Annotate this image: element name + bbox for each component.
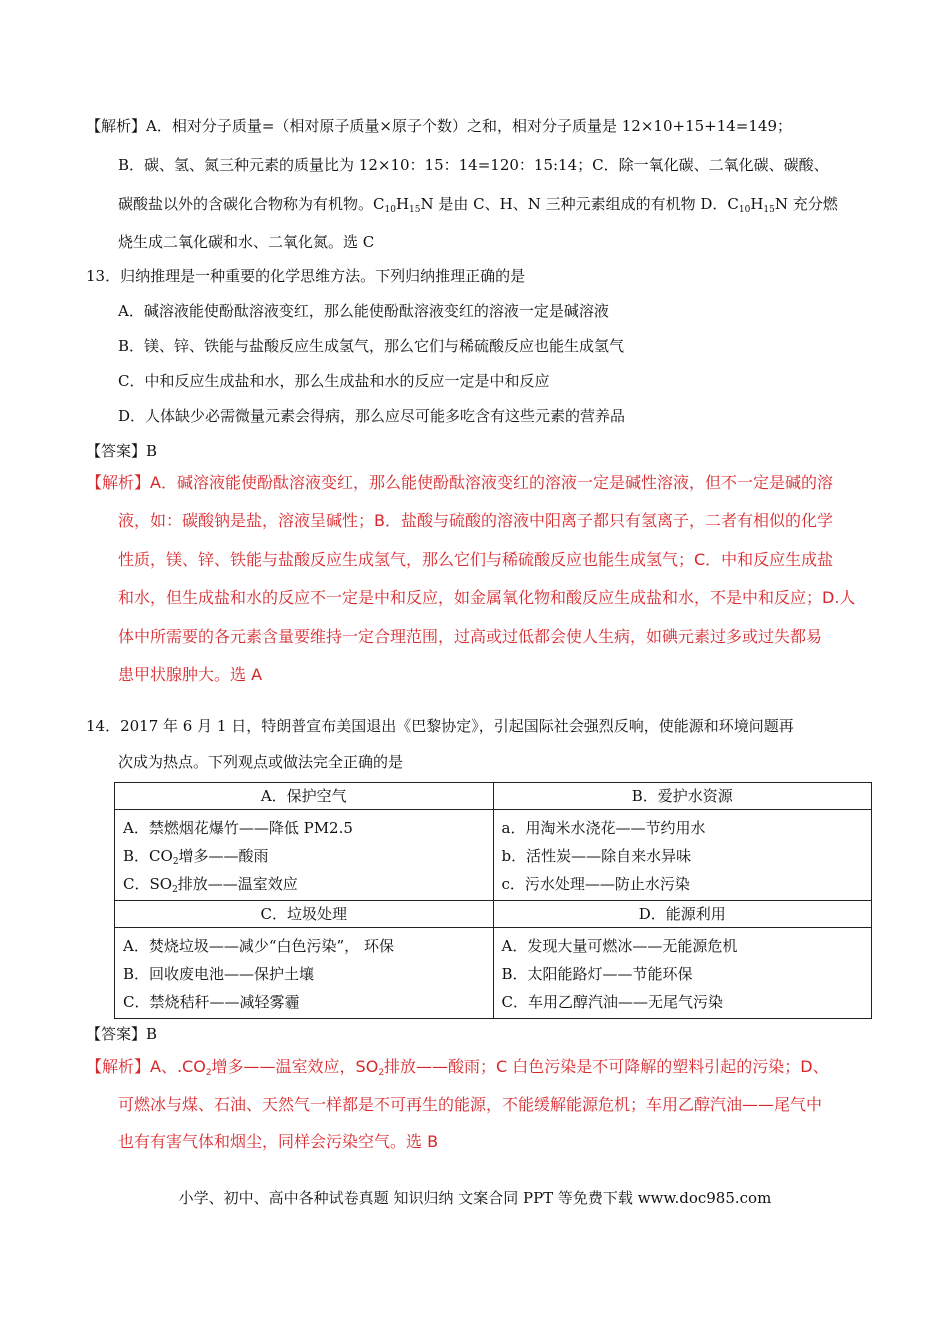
q13-answer: 【答案】B (86, 442, 158, 460)
q12-analysis-line-2: B．碳、氢、氮三种元素的质量比为 12×10：15：14=120：15:14；C．除一氧化碳、二氧化碳、碳酸、 (118, 156, 829, 174)
q13-option-d: D．人体缺少必需微量元素会得病，那么应尽可能多吃含有这些元素的营养品 (118, 407, 626, 425)
q13-explanation-line-3: 性质，镁、锌、铁能与盐酸反应生成氢气，那么它们与稀硫酸反应也能生成氢气；C．中和反应生成盐 (118, 550, 834, 569)
table-head-c: C．垃圾处理 (115, 901, 494, 928)
q13-option-b: B．镁、锌、铁能与盐酸反应生成氢气，那么它们与稀硫酸反应也能生成氢气 (118, 337, 625, 355)
q13-explanation-line-6: 患甲状腺肿大。选 A (118, 665, 263, 684)
table-cell-b: a．用淘米水浇花——节约用水 b．活性炭——除自来水异味 c．污水处理——防止水污染 (493, 810, 872, 901)
table-cell-c: A．焚烧垃圾——减少“白色污染”， 环保 B．回收废电池——保护土壤 C．禁烧秸秆——减轻雾霾 (115, 928, 494, 1019)
q14-explanation-line-2: 可燃冰与煤、石油、天然气一样都是不可再生的能源，不能缓解能源危机；车用乙醇汽油——尾气中 (118, 1095, 823, 1114)
q13-explanation-line-1: 【解析】A．碱溶液能使酚酞溶液变红，那么能使酚酞溶液变红的溶液一定是碱性溶液，但不一定是碱的溶 (86, 473, 833, 492)
q13-option-c: C．中和反应生成盐和水，那么生成盐和水的反应一定是中和反应 (118, 372, 550, 390)
table-head-a: A．保护空气 (115, 783, 494, 810)
page-footer: 小学、初中、高中各种试卷真题 知识归纳 文案合同 PPT 等免费下载 www.doc985.com (178, 1189, 772, 1207)
q14-answer: 【答案】B (86, 1025, 158, 1043)
q12-analysis-line-3: 碳酸盐以外的含碳化合物称为有机物。$C_{10}H_{15}N$ 是由 C、H、N 三种元素组成的有机物 D．$C_{10}H_{15}N$ 充分燃 (118, 195, 838, 215)
q13-option-a: A．碱溶液能使酚酞溶液变红，那么能使酚酞溶液变红的溶液一定是碱溶液 (118, 302, 609, 320)
q13-explanation-line-5: 体中所需要的各元素含量要维持一定合理范围，过高或过低都会使人生病，如碘元素过多或过失都易 (118, 627, 823, 646)
q13-explanation-line-2: 液，如：碳酸钠是盐，溶液呈碱性；B．盐酸与硫酸的溶液中阳离子都只有氢离子，二者有相似的化学 (118, 511, 833, 530)
q14-stem-line-1: 14．2017 年 6 月 1 日，特朗普宣布美国退出《巴黎协定》，引起国际社会强烈反响，使能源和环境问题再 (86, 717, 794, 735)
q12-analysis-line-4: 烧生成二氧化碳和水、二氧化氮。选 C (118, 233, 375, 251)
table-head-b: B．爱护水资源 (493, 783, 872, 810)
q14-explanation-line-3: 也有有害气体和烟尘，同样会污染空气。选 B (118, 1132, 439, 1151)
q14-options-table (114, 782, 872, 1019)
table-cell-d: A．发现大量可燃冰——无能源危机 B．太阳能路灯——节能环保 C．车用乙醇汽油——无尾气污染 (493, 928, 872, 1019)
table-head-d: D．能源利用 (493, 901, 872, 928)
q12-analysis-line-1: 【解析】A．相对分子质量=（相对原子质量×原子个数）之和，相对分子质量是 12×10+15+14=149； (86, 117, 793, 135)
q13-explanation-line-4: 和水，但生成盐和水的反应不一定是中和反应，如金属氧化物和酸反应生成盐和水，不是中和反应；D.人 (118, 588, 856, 607)
q14-stem-line-2: 次成为热点。下列观点或做法完全正确的是 (118, 753, 404, 771)
q14-explanation-line-1: 【解析】A、$.CO_2$增多——温室效应，$SO_2$排放——酸雨；C 白色污染是不可降解的塑料引起的污染；D、 (86, 1057, 829, 1078)
q13-stem: 13．归纳推理是一种重要的化学思维方法。下列归纳推理正确的是 (86, 267, 526, 285)
table-cell-a: A．禁燃烟花爆竹——降低 PM2.5 B．$CO_2$增多——酸雨 C．$SO_2$排放——温室效应 (115, 810, 494, 901)
q12-analysis-tag: 【解析】 (86, 117, 147, 135)
